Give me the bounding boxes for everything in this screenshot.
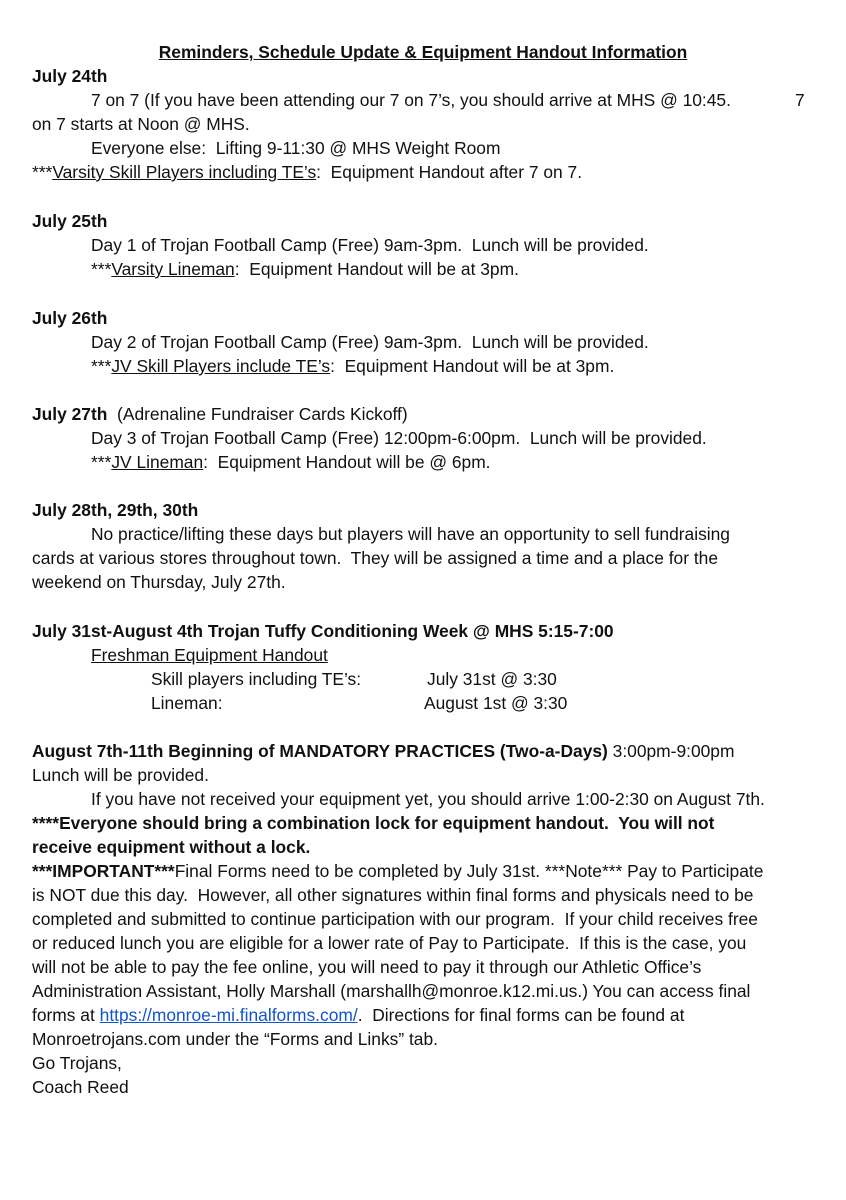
important-line-1: ***IMPORTANT***Final Forms need to be completed by July 31st. ***Note*** Pay to Participate: [32, 861, 764, 881]
july-24-line-4: ***Varsity Skill Players including TE’s: Equipment Handout after 7 on 7.: [32, 162, 583, 182]
august-7-line-2: If you have not received your equipment yet, you should arrive 1:00-2:30 on August 7th.: [91, 789, 765, 809]
freshman-skill-date: July 31st @ 3:30: [427, 669, 557, 689]
freshman-handout-heading: Freshman Equipment Handout: [91, 645, 328, 665]
final-forms-link[interactable]: https://monroe-mi.finalforms.com/: [99, 1005, 358, 1025]
important-line-7: forms at https://monroe-mi.finalforms.com/. Directions for final forms can be found at: [32, 1005, 685, 1025]
signoff-line-1: Go Trojans,: [32, 1053, 122, 1073]
july-27-line-2: ***JV Lineman: Equipment Handout will be @ 6pm.: [91, 452, 491, 472]
heading-august-7: August 7th-11th Beginning of MANDATORY PRACTICES (Two-a-Days) 3:00pm-9:00pm: [32, 741, 735, 761]
july-28-line-3: weekend on Thursday, July 27th.: [32, 572, 286, 592]
important-line-3: completed and submitted to continue participation with our program. If your child receives free: [32, 909, 758, 929]
august-7-line-1: Lunch will be provided.: [32, 765, 209, 785]
signoff-line-2: Coach Reed: [32, 1077, 129, 1097]
july-24-line-2: on 7 starts at Noon @ MHS.: [32, 114, 250, 134]
important-line-8: Monroetrojans.com under the “Forms and Links” tab.: [32, 1029, 438, 1049]
july-28-line-2: cards at various stores throughout town. They will be assigned a time and a place for the: [32, 548, 719, 568]
freshman-skill-label: Skill players including TE’s:: [151, 669, 362, 689]
july-27-line-1: Day 3 of Trojan Football Camp (Free) 12:00pm-6:00pm. Lunch will be provided.: [91, 428, 707, 448]
freshman-lineman-label: Lineman:: [151, 693, 223, 713]
lock-notice-line-1: ****Everyone should bring a combination lock for equipment handout. You will not: [32, 813, 715, 833]
july-24-line-3: Everyone else: Lifting 9-11:30 @ MHS Weight Room: [91, 138, 501, 158]
important-line-5: will not be able to pay the fee online, you will need to pay it through our Athletic Office’s: [32, 957, 702, 977]
heading-july-31: July 31st-August 4th Trojan Tuffy Conditioning Week @ MHS 5:15-7:00: [32, 621, 614, 641]
freshman-lineman-date: August 1st @ 3:30: [424, 693, 568, 713]
heading-july-27: July 27th (Adrenaline Fundraiser Cards Kickoff): [32, 404, 408, 424]
july-24-line-1: 7 on 7 (If you have been attending our 7 on 7’s, you should arrive at MHS @ 10:45.: [91, 90, 731, 110]
page-title: Reminders, Schedule Update & Equipment Handout Information: [158, 42, 688, 62]
heading-july-26: July 26th: [32, 308, 108, 328]
important-line-2: is NOT due this day. However, all other signatures within final forms and physicals need to be: [32, 885, 754, 905]
heading-july-25: July 25th: [32, 211, 108, 231]
heading-july-24: July 24th: [32, 66, 108, 86]
important-line-4: or reduced lunch you are eligible for a lower rate of Pay to Participate. If this is the case, you: [32, 933, 747, 953]
july-25-line-1: Day 1 of Trojan Football Camp (Free) 9am-3pm. Lunch will be provided.: [91, 235, 649, 255]
july-28-line-1: No practice/lifting these days but players will have an opportunity to sell fundraising: [91, 524, 730, 544]
important-line-6: Administration Assistant, Holly Marshall (marshallh@monroe.k12.mi.us.) You can access final: [32, 981, 751, 1001]
lock-notice-line-2: receive equipment without a lock.: [32, 837, 311, 857]
july-26-line-2: ***JV Skill Players include TE’s: Equipment Handout will be at 3pm.: [91, 356, 615, 376]
july-26-line-1: Day 2 of Trojan Football Camp (Free) 9am-3pm. Lunch will be provided.: [91, 332, 649, 352]
heading-july-28: July 28th, 29th, 30th: [32, 500, 199, 520]
july-24-line-1-end: 7: [795, 90, 805, 110]
july-25-line-2: ***Varsity Lineman: Equipment Handout will be at 3pm.: [91, 259, 519, 279]
